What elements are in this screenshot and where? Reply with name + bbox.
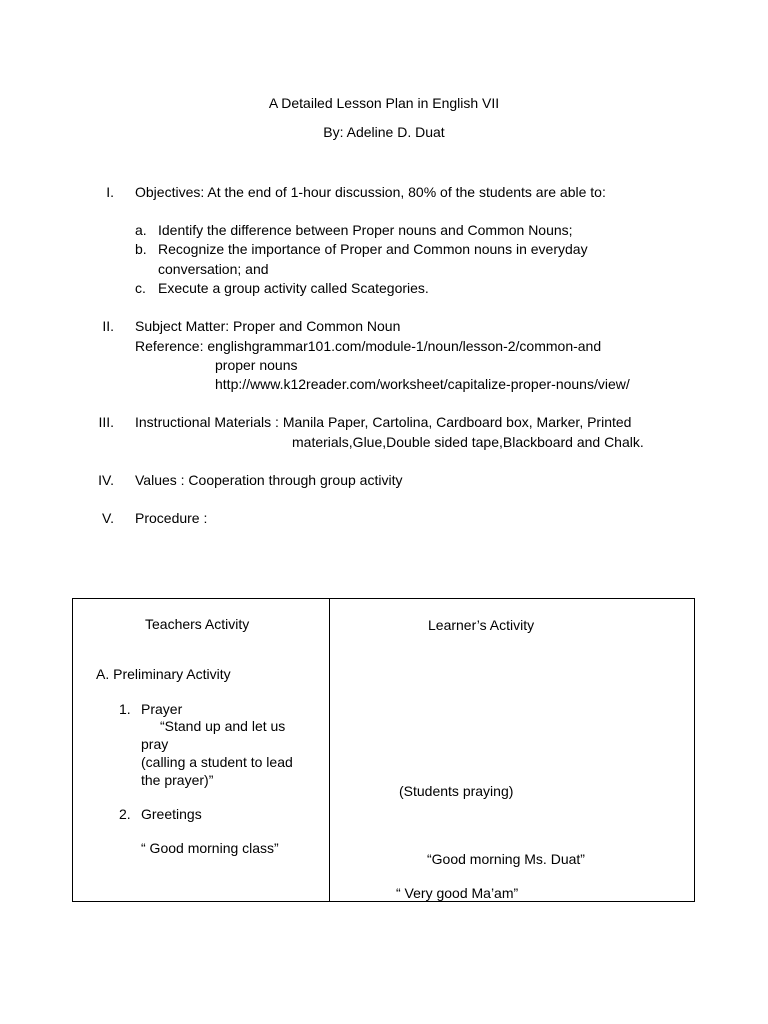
objective-item-b: Recognize the importance of Proper and Common nouns in everyday <box>158 241 588 257</box>
teacher-activity-header: Teachers Activity <box>145 616 250 632</box>
student-reply: “ Very good Ma’am” <box>396 885 519 901</box>
subject-matter: Subject Matter: Proper and Common Noun <box>135 318 401 334</box>
reference-line: Reference: englishgrammar101.com/module-1/noun/lesson-2/common-and <box>135 338 602 354</box>
reference-line-continued: proper nouns <box>215 357 298 373</box>
objective-item-a: Identify the difference between Proper nouns and Common Nouns; <box>158 222 573 238</box>
section-number-values: IV. <box>98 472 114 488</box>
teacher-greeting: “ Good morning class” <box>141 840 279 856</box>
preliminary-activity: A. Preliminary Activity <box>96 666 231 682</box>
materials-line: Instructional Materials : Manila Paper, Cartolina, Cardboard box, Marker, Printed <box>135 414 632 430</box>
learner-activity-header: Learner’s Activity <box>428 617 535 633</box>
section-number-procedure: V. <box>102 510 114 526</box>
student-greeting: “Good morning Ms. Duat” <box>427 851 585 867</box>
objective-letter-a: a. <box>135 222 147 238</box>
prayer-quote-line: “Stand up and let us <box>160 718 286 734</box>
table-column-divider <box>329 598 330 902</box>
prayer-quote-line: pray <box>141 736 169 752</box>
document-title: A Detailed Lesson Plan in English VII <box>268 95 500 111</box>
reference-url: http://www.k12reader.com/worksheet/capitalize-proper-nouns/view/ <box>215 376 630 392</box>
objectives-heading: Objectives: At the end of 1-hour discussion, 80% of the students are able to: <box>135 184 606 200</box>
objective-letter-c: c. <box>135 280 146 296</box>
prayer-label: Prayer <box>141 701 183 717</box>
prayer-note-line: (calling a student to lead <box>141 754 293 770</box>
objective-item-b-continued: conversation; and <box>158 261 269 277</box>
procedure-heading: Procedure : <box>135 510 208 526</box>
section-number-materials: III. <box>98 414 114 430</box>
section-number-objectives: I. <box>106 184 114 200</box>
prayer-note-line: the prayer)” <box>141 772 214 788</box>
objective-letter-b: b. <box>135 241 147 257</box>
values-text: Values : Cooperation through group activity <box>135 472 403 488</box>
section-number-subject: II. <box>102 318 114 334</box>
document-author: By: Adeline D. Duat <box>323 124 445 140</box>
prayer-number: 1. <box>119 701 131 717</box>
objective-item-c: Execute a group activity called Scategories. <box>158 280 429 296</box>
students-praying: (Students praying) <box>399 783 514 799</box>
greetings-label: Greetings <box>141 806 202 822</box>
materials-line-continued: materials,Glue,Double sided tape,Blackboard and Chalk. <box>292 434 644 450</box>
greetings-number: 2. <box>119 806 131 822</box>
